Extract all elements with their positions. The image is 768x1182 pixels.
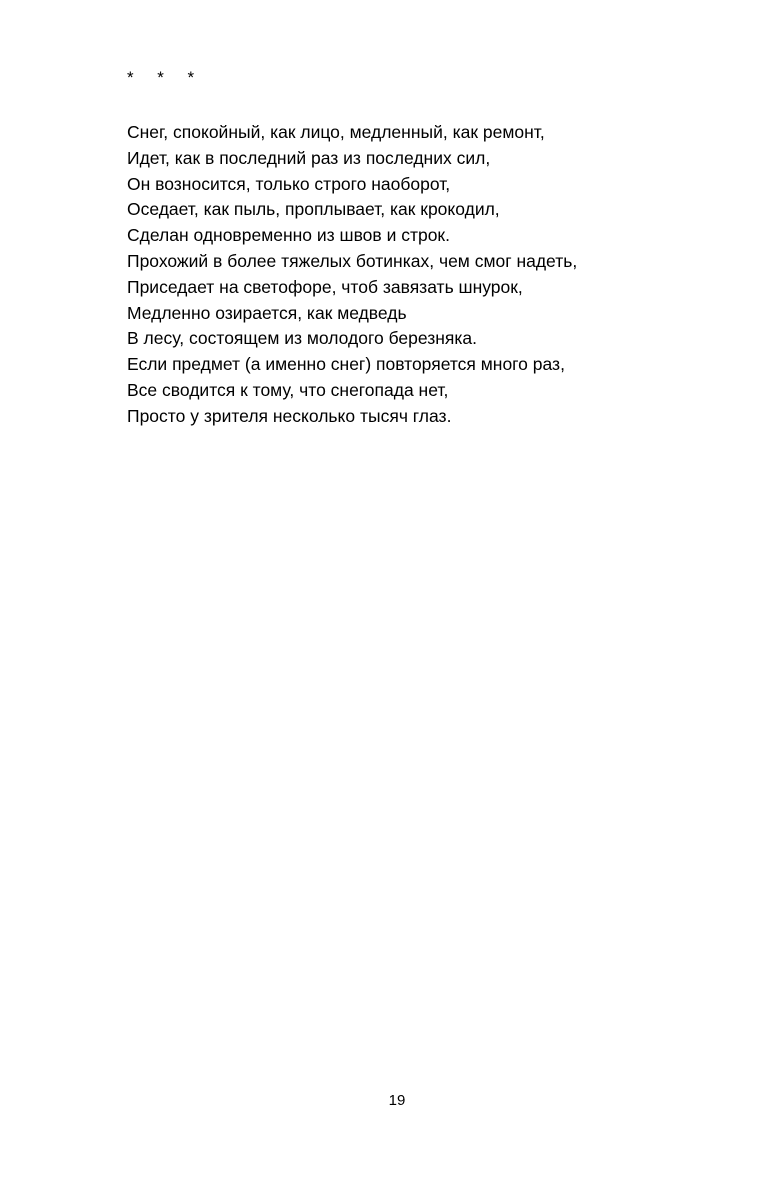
poem-line: Снег, спокойный, как лицо, медленный, как ремонт, (127, 122, 545, 142)
poem-line: Он возносится, только строго наоборот, (127, 173, 451, 194)
section-separator: * * * (127, 68, 195, 87)
poem-line: Приседает на светофоре, чтоб завязать шнурок, (127, 276, 523, 297)
poem-line: Все сводится к тому, что снегопада нет, (127, 379, 449, 400)
poem-line: Медленно озирается, как медведь (127, 302, 407, 323)
poem-line: Оседает, как пыль, проплывает, как крокодил, (127, 199, 500, 220)
poem-line: В лесу, состоящем из молодого березняка. (127, 328, 478, 349)
poem-line: Прохожий в более тяжелых ботинках, чем смог надеть, (127, 250, 578, 271)
poem-line: Сделан одновременно из швов и строк. (127, 225, 450, 246)
poem-line: Просто у зрителя несколько тысяч глаз. (127, 405, 452, 426)
poem-line: Если предмет (а именно снег) повторяется много раз, (127, 354, 565, 375)
page-number: 19 (388, 1092, 406, 1109)
poem-line: Идет, как в последний раз из последних сил, (127, 147, 491, 168)
poem-text (127, 120, 727, 430)
